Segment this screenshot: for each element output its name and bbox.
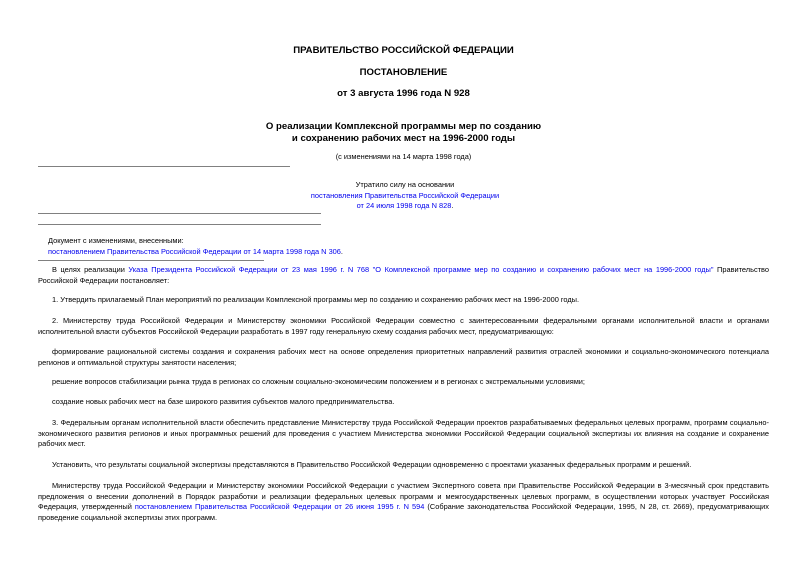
paragraph-preamble: В целях реализации Указа Президента Российской Федерации от 23 мая 1996 г. N 768 "О Комплексной программе мер по созданию и сохранению рабочих мест на 1996-2000 годы" Правительство Российской Федерации постановляет: <box>38 265 769 285</box>
document-type-heading: ПОСТАНОВЛЕНИЕ <box>359 67 448 78</box>
issuer-heading: ПРАВИТЕЛЬСТВО РОССИЙСКОЙ ФЕДЕРАЦИИ <box>293 45 514 56</box>
document-title <box>0 121 807 145</box>
amendments-link[interactable]: постановлением Правительства Российской Федерации от 14 марта 1998 года N 306 <box>48 246 341 256</box>
paragraph-1: 1. Утвердить прилагаемый План мероприятий по реализации Комплексной программы мер по созданию и сохранению рабочих мест на 1996-2000 годы. <box>52 295 580 304</box>
paragraph-3: 3. Федеральным органам исполнительной власти обеспечить представление Министерству труда Российской Федерации проектов разрабатываемых федеральных целевых программ, программ социально-экономического развития регионов и иных программных решений для проведения с участием Министерства экономики Российской Федерации социальной экспертизы их влияния на создание и сохранение рабочих мест. <box>38 418 769 449</box>
divider-bottom <box>38 260 264 261</box>
lost-force-link[interactable]: постановления Правительства Российской Федерации от 24 июля 1998 года N 828 <box>310 190 500 210</box>
resolution-594-link[interactable]: постановлением Правительства Российской Федерации от 26 июня 1995 г. N 594 <box>134 502 425 512</box>
lost-force-text: Утратило силу на основании <box>355 180 455 189</box>
changes-note: (с изменениями на 14 марта 1998 года) <box>335 152 472 161</box>
amendments-note: Документ с изменениями, внесенными: постановлением Правительства Российской Федерации от 14 марта 1998 года N 306. <box>48 236 343 256</box>
paragraph-2-item-2: решение вопросов стабилизации рынка труда в регионах со сложным социально-экономическим положением и в регионах с экстремальными условиями; <box>52 377 585 386</box>
date-number-heading: от 3 августа 1996 года N 928 <box>337 88 470 99</box>
paragraph-3-expertise: Установить, что результаты социальной экспертизы представляются в Правительство Российской Федерации одновременно с проектами указанных федеральных программ и решений. <box>52 460 692 469</box>
title-line-2: и сохранению рабочих мест на 1996-2000 годы <box>291 133 516 144</box>
lost-force-notice: Утратило силу на основании постановления Правительства Российской Федерации от 24 июля 1998 года N 828. <box>310 180 500 210</box>
amendments-label: Документ с изменениями, внесенными: <box>48 236 184 245</box>
divider-middle-1 <box>38 213 321 214</box>
paragraph-2-item-1: формирование рациональной системы создания и сохранения рабочих мест на основе определения приоритетных направлений развития отраслей экономики и социально-экономического потенциала регионов и оптимальной структуры занятости населения; <box>38 347 769 367</box>
title-line-1: О реализации Комплексной программы мер по созданию <box>265 121 542 132</box>
paragraph-2-item-3: создание новых рабочих мест на базе широкого развития субъектов малого предпринимательства. <box>52 397 395 406</box>
decree-link[interactable]: Указа Президента Российской Федерации от 23 мая 1996 г. N 768 "О Комплексной программе мер по созданию и сохранению рабочих мест на 1996-2000 годы" <box>128 265 714 274</box>
paragraph-3-proposals: Министерству труда Российской Федерации и Министерству экономики Российской Федерации с участием Экспертного совета при Правительстве Российской Федерации в 3-месячный срок представить предложения о внесении дополнений в Порядок разработки и реализации федеральных целевых программ и межгосударственных целевых программ, в осуществлении которых участвует Российская Федерация, утвержденный постановлением Правительства Российской Федерации от 26 июня 1995 г. N 594 (Собрание законодательства Российской Федерации, 1995, N 28, ст. 2669), предусматривающих проведение социальной экспертизы этих программ. <box>38 481 769 522</box>
paragraph-2: 2. Министерству труда Российской Федерации и Министерству экономики Российской Федерации совместно с заинтересованными федеральными органами исполнительной власти и органами исполнительной власти субъектов Российской Федерации разработать в 1997 году генеральную схему создания рабочих мест, предусматривающую: <box>38 316 769 336</box>
divider-top <box>38 166 290 167</box>
divider-middle-2 <box>38 224 321 225</box>
